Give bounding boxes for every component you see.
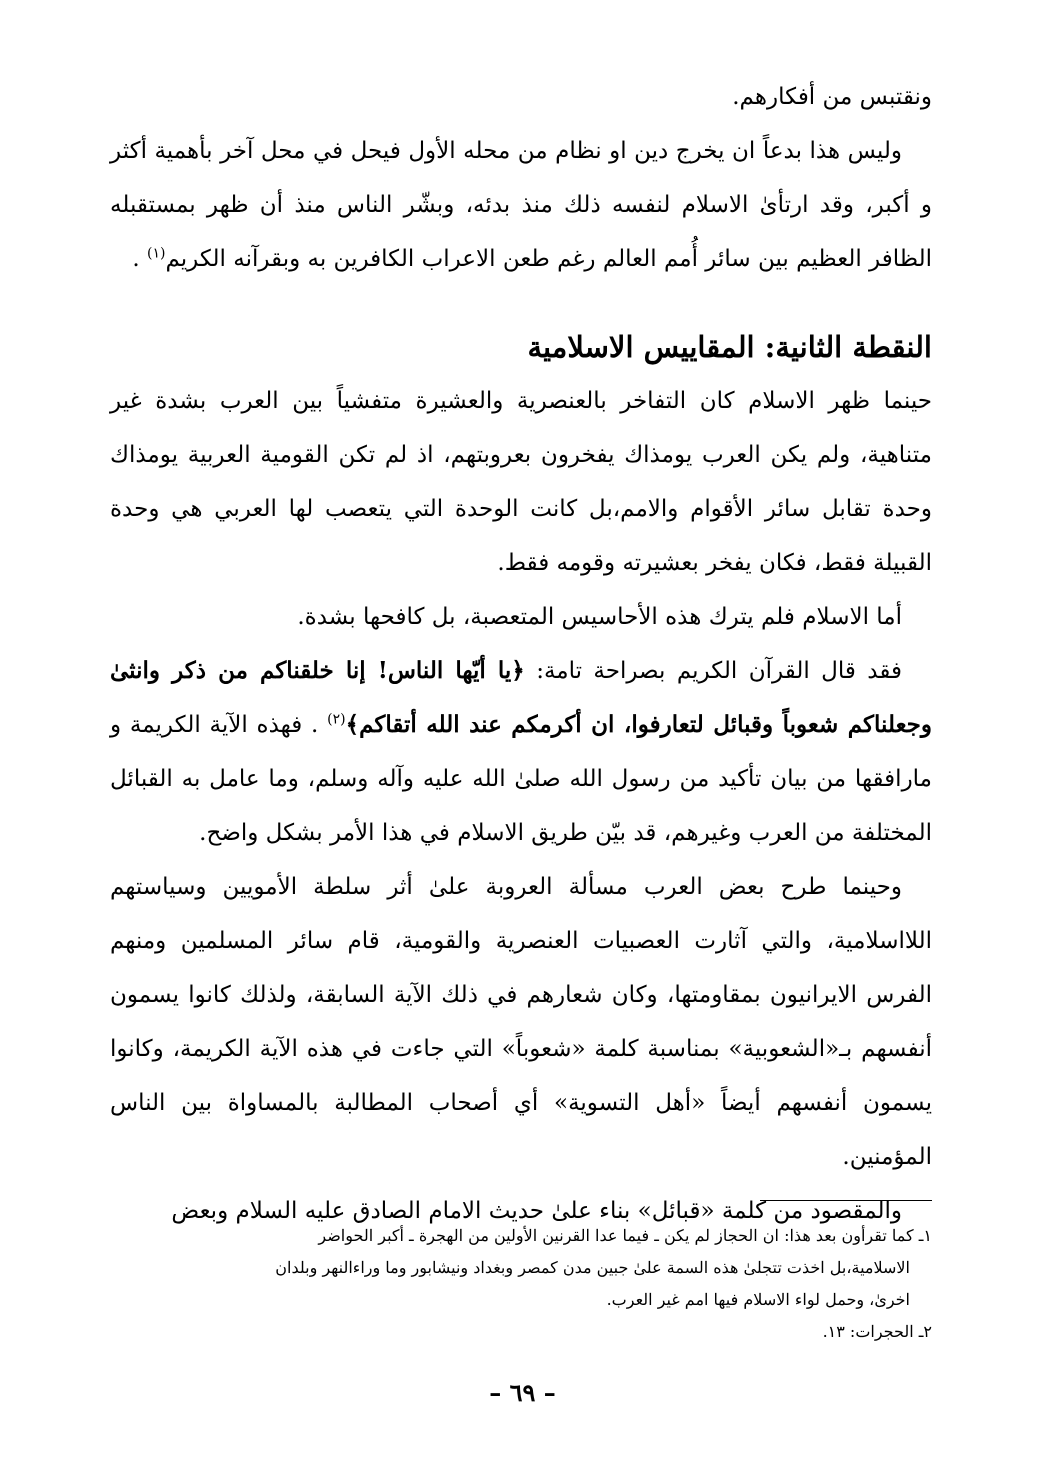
footnote-divider	[760, 1200, 932, 1201]
paragraph-continuation: ونقتبس من أفكارهم.	[732, 84, 932, 110]
section-heading: النقطة الثانية: المقاييس الاسلامية	[527, 330, 932, 364]
paragraph-3: أما الاسلام فلم يترك هذه الأحاسيس المتعصبة، بل كافحها بشدة.	[297, 604, 902, 630]
footnote-ref-1[interactable]: (١)	[146, 245, 166, 262]
page-body	[110, 70, 932, 1238]
paragraph-1-end: .	[132, 246, 147, 272]
paragraph-4-rest: . فهذه الآية الكريمة و مارافقها من بيان تأكيد من رسول الله صلىٰ الله عليه وآله وسلم، وما عامل به القبائل المختلفة من العرب وغيرهم، قد بيّن طريق الاسلام في هذا الأمر بشكل واضح.	[110, 712, 932, 846]
footnote-1-line-2: الاسلامية،بل اخذت تتجلىٰ هذه السمة علىٰ جبين مدن كمصر وبغداد ونيشابور وما وراءالنهر وبلدان	[275, 1258, 910, 1277]
page-number: – ٦٩ –	[489, 1378, 556, 1407]
footnote-ref-2[interactable]: (٢)	[327, 711, 346, 728]
paragraph-4	[110, 644, 932, 860]
paragraph-1	[110, 124, 932, 286]
paragraph-5: وحينما طرح بعض العرب مسألة العروبة علىٰ أثر سلطة الأمويين وسياستهم اللااسلامية، والتي آثارت العصبيات العنصرية والقومية، قام سائر المسلمين ومنهم الفرس الايرانيون بمقاومتها، وكان شعارهم في ذلك الآية السابقة، ولذلك كانوا يسمون أنفسهم بـ«الشعوبية» بمناسبة كلمة «شعوباً» التي جاءت في هذه الآية الكريمة، وكانوا يسمون أنفسهم أيضاً «أهل التسوية» أي أصحاب المطالبة بالمساواة بين الناس المؤمنين.	[110, 874, 932, 1170]
quran-intro: فقد قال القرآن الكريم بصراحة تامة:	[524, 658, 902, 684]
footnote-1-line-1: ١ـ كما تقرأون بعد هذا: ان الحجاز لم يكن ـ فيما عدا القرنين الأولين من الهجرة ـ أكبر الحواضر	[318, 1226, 932, 1245]
footnotes	[110, 1220, 932, 1348]
footnote-2: ٢ـ الحجرات: ١٣.	[822, 1322, 932, 1341]
paragraph-6: والمقصود من كلمة «قبائل» بناء علىٰ حديث الامام الصادق عليه السلام وبعض	[171, 1198, 902, 1224]
quran-verse: ﴿يا أيّها الناس! إنا خلقناكم من ذكر وانثىٰ وجعلناكم شعوباً وقبائل لتعارفوا، ان أكرمكم عند الله أتقاكم﴾	[110, 657, 932, 738]
footnote-1-line-3: اخرىٰ، وحمل لواء الاسلام فيها امم غير العرب.	[606, 1290, 910, 1309]
paragraph-2: حينما ظهر الاسلام كان التفاخر بالعنصرية والعشيرة متفشياً بين العرب بشدة غير متناهية، ولم يكن العرب يومذاك يفخرون بعروبتهم، اذ لم تكن القومية العربية يومذاك وحدة تقابل سائر الأقوام والامم،بل كانت الوحدة التي يتعصب لها العربي هي وحدة القبيلة فقط، فكان يفخر بعشيرته وقومه فقط.	[110, 388, 932, 576]
paragraph-1-text: وليس هذا بدعاً ان يخرج دين او نظام من محله الأول فيحل في محل آخر بأهمية أكثر و أكبر، وقد ارتأىٰ الاسلام لنفسه ذلك منذ بدئه، وبشّر الناس منذ أن ظهر بمستقبله الظافر العظيم بين سائر أُمم العالم رغم طعن الاعراب الكافرين به وبقرآنه الكريم	[110, 138, 932, 272]
